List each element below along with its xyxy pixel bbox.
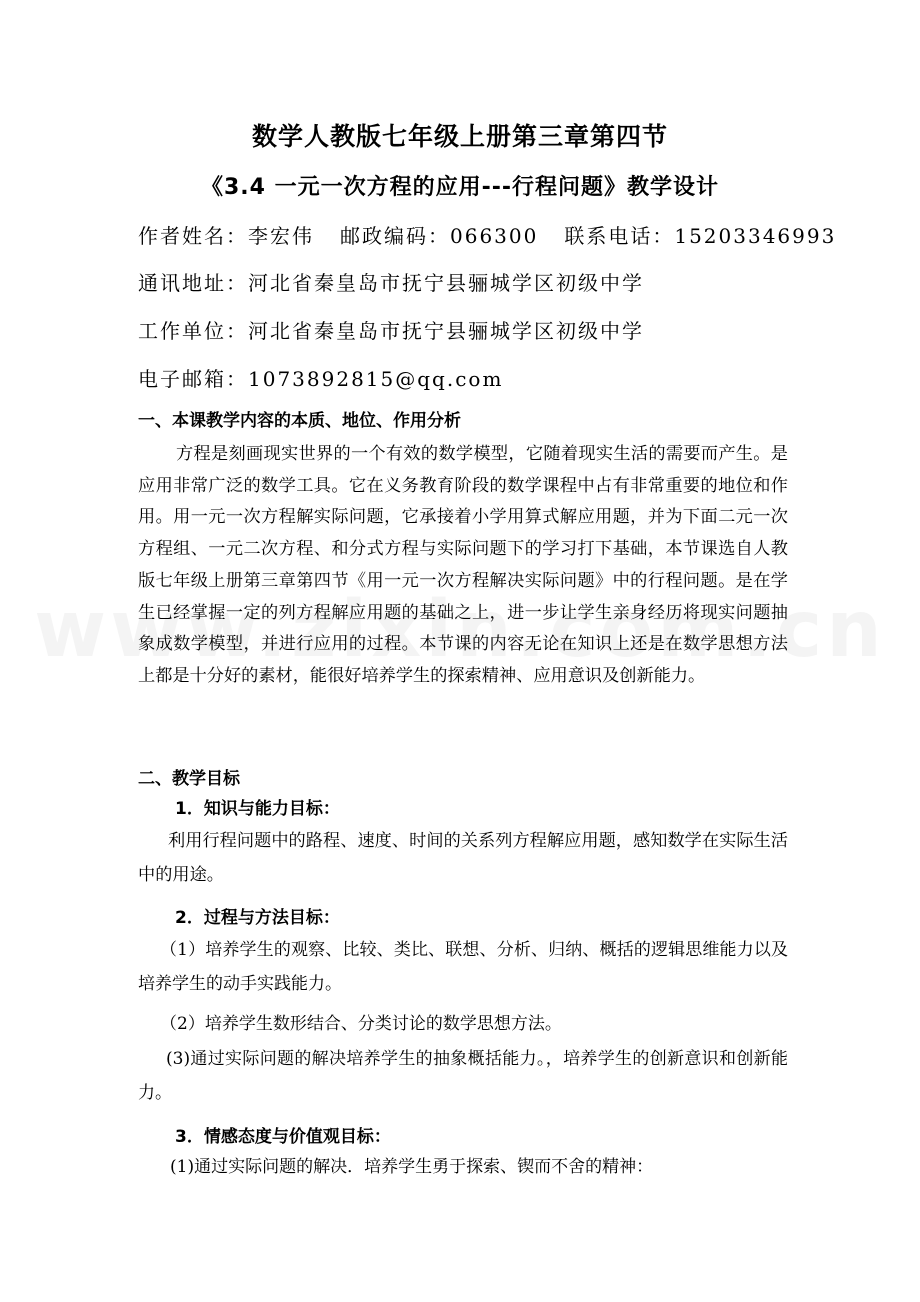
document-subtitle: 《3.4 一元一次方程的应用---行程问题》教学设计 <box>200 175 720 200</box>
email-label: 电子邮箱： <box>138 367 248 391</box>
goal-heading-attitude: 3．情感态度与价值观目标： <box>175 1127 391 1147</box>
goal-knowledge-paragraph: 利用行程问题中的路程、速度、时间的关系列方程解应用题，感知数学在实际生活中的用途。 <box>138 831 788 885</box>
goal-heading-process: 2．过程与方法目标： <box>175 908 340 928</box>
section-heading-analysis: 一、本课教学内容的本质、地位、作用分析 <box>138 411 461 431</box>
analysis-paragraph: 方程是刻画现实世界的一个有效的数学模型，它随着现实生活的需要而产生。是应用非常广泛的数学工具。它在义务教育阶段的数学课程中占有非常重要的地位和作用。用一元一次方程解实际问题，它承接着小学用算式解应用题，并为下面二元一次方程组、一元二次方程、和分式方程与实际问题下的学习打下基础，本节课选自人教版七年级上册第三章第四节《用一元一次方程解决实际问题》中的行程问题。是在学生已经掌握一定的列方程解应用题的基础之上，进一步让学生亲身经历将现实问题抽象成数学模型，并进行应用的过程。本节课的内容无论在知识上还是在数学思想方法上都是十分好的素材，能很好培养学生的探索精神、应用意识及创新能力。 <box>138 444 788 686</box>
email-line <box>138 363 920 392</box>
unit-label: 工作单位： <box>138 319 248 343</box>
author-info-line <box>138 220 920 249</box>
process-goal-item: (3)通过实际问题的解决培养学生的抽象概括能力。，培养学生的创新意识和创新能力。 <box>138 1049 788 1103</box>
address-label: 通讯地址： <box>138 271 248 295</box>
attitude-goal-item: (1)通过实际问题的解决．培养学生勇于探索、锲而不舍的精神： <box>170 1157 654 1177</box>
phone-label: 联系电话： <box>564 224 675 248</box>
address-line <box>138 267 920 296</box>
section-heading-goals: 二、教学目标 <box>138 769 240 789</box>
goal-heading-knowledge: 1．知识与能力目标： <box>175 799 340 819</box>
postcode-label: 邮政编码： <box>340 224 450 248</box>
postcode-value: 066300 <box>450 224 539 248</box>
author-label: 作者姓名： <box>138 224 248 248</box>
document-title: 数学人教版七年级上册第三章第四节 <box>251 122 668 151</box>
email-value: 1073892815@qq.com <box>248 367 504 391</box>
unit-value: 河北省秦皇岛市抚宁县骊城学区初级中学 <box>248 319 644 343</box>
process-goal-item: （1）培养学生的观察、比较、类比、联想、分析、归纳、概括的逻辑思维能力以及培养学生的动手实践能力。 <box>138 940 788 994</box>
phone-value: 15203346993 <box>674 224 837 248</box>
unit-line <box>138 315 920 344</box>
address-value: 河北省秦皇岛市抚宁县骊城学区初级中学 <box>248 271 644 295</box>
process-goal-item: （2）培养学生数形结合、分类讨论的数学思想方法。 <box>160 1014 562 1034</box>
author-value: 李宏伟 <box>248 224 314 248</box>
